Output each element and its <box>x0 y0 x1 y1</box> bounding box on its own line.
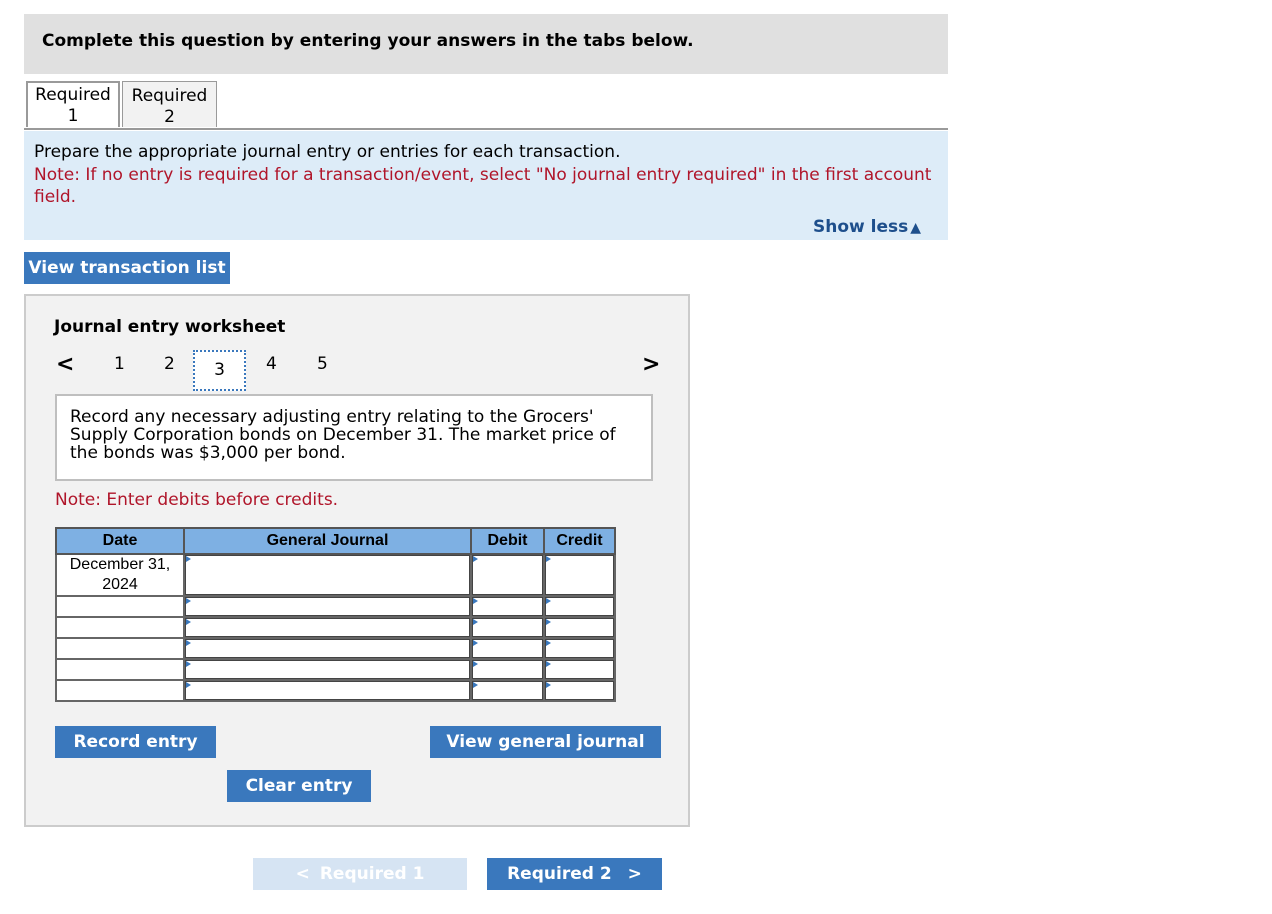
column-header-debit: Debit <box>471 528 544 554</box>
chevron-left-icon: < <box>295 864 310 884</box>
tab-divider <box>24 128 948 130</box>
column-header-general-journal: General Journal <box>184 528 471 554</box>
instructions-header <box>24 14 948 74</box>
previous-required-button[interactable] <box>253 858 467 890</box>
tab-label-line2: 2 <box>164 107 175 127</box>
instructions-note: Note: If no entry is required for a transaction/event, select "No journal entry required" in the first account field. <box>34 165 932 207</box>
credit-input[interactable] <box>544 554 615 596</box>
next-required-button[interactable] <box>487 858 662 890</box>
account-input[interactable] <box>184 659 471 680</box>
record-entry-button[interactable]: Record entry <box>55 726 216 758</box>
debit-input[interactable] <box>471 554 544 596</box>
column-header-date: Date <box>56 528 184 554</box>
show-less-label: Show less <box>812 217 909 237</box>
tab-label-line1: Required <box>35 85 111 105</box>
show-less-link[interactable] <box>813 217 921 237</box>
account-input[interactable] <box>184 680 471 701</box>
journal-entry-worksheet <box>24 294 690 827</box>
date-cell <box>56 638 184 659</box>
credit-input[interactable] <box>544 638 615 659</box>
transaction-description <box>55 394 653 481</box>
chevron-right-icon[interactable]: > <box>642 352 661 377</box>
table-row <box>56 659 615 680</box>
journal-table <box>55 527 616 702</box>
header-text: Complete this question by entering your answers in the tabs below. <box>42 31 694 51</box>
journal-header-row <box>56 528 615 554</box>
instructions-panel <box>24 131 948 240</box>
next-required-label: Required 2 <box>507 864 612 884</box>
date-cell <box>56 554 184 596</box>
previous-required-label: Required 1 <box>319 864 425 884</box>
account-input[interactable] <box>184 554 471 596</box>
credit-input[interactable] <box>544 680 615 701</box>
account-input[interactable] <box>184 638 471 659</box>
credit-input[interactable] <box>544 596 615 617</box>
table-row <box>56 596 615 617</box>
date-cell <box>56 596 184 617</box>
description-text: Record any necessary adjusting entry relating to the Grocers' Supply Corporation bonds on December 31. The market price of the bonds was $3,000 per bond. <box>70 407 616 463</box>
debit-input[interactable] <box>471 659 544 680</box>
chevron-right-icon: > <box>627 864 642 884</box>
account-input[interactable] <box>184 617 471 638</box>
tab-label-line1: Required <box>131 86 208 106</box>
column-header-credit: Credit <box>544 528 615 554</box>
worksheet-title: Journal entry worksheet <box>54 317 286 337</box>
instructions-text: Prepare the appropriate journal entry or entries for each transaction. <box>34 142 621 162</box>
credit-input[interactable] <box>544 617 615 638</box>
page-3-current[interactable]: 3 <box>193 350 246 391</box>
debits-note: Note: Enter debits before credits. <box>55 490 339 510</box>
table-row <box>56 554 615 596</box>
debit-input[interactable] <box>471 617 544 638</box>
view-transaction-list-button[interactable]: View transaction list <box>24 252 230 284</box>
page-2[interactable]: 2 <box>164 354 175 374</box>
date-cell <box>56 659 184 680</box>
account-input[interactable] <box>184 596 471 617</box>
page-4[interactable]: 4 <box>266 354 277 374</box>
triangle-up-icon: ▲ <box>910 220 921 236</box>
date-cell <box>56 617 184 638</box>
tab-label-line2: 1 <box>67 106 79 126</box>
date-value: December 31, 2024 <box>69 556 171 593</box>
view-general-journal-button[interactable]: View general journal <box>430 726 661 758</box>
clear-entry-button[interactable]: Clear entry <box>227 770 371 802</box>
tab-required-1[interactable] <box>26 81 120 127</box>
credit-input[interactable] <box>544 659 615 680</box>
debit-input[interactable] <box>471 680 544 701</box>
table-row <box>56 638 615 659</box>
chevron-left-icon[interactable]: < <box>56 352 75 377</box>
debit-input[interactable] <box>471 596 544 617</box>
page-5[interactable]: 5 <box>317 354 328 374</box>
table-row <box>56 680 615 701</box>
tab-required-2[interactable] <box>122 81 217 127</box>
debit-input[interactable] <box>471 638 544 659</box>
page-1[interactable]: 1 <box>114 354 125 374</box>
date-cell <box>56 680 184 701</box>
table-row <box>56 617 615 638</box>
